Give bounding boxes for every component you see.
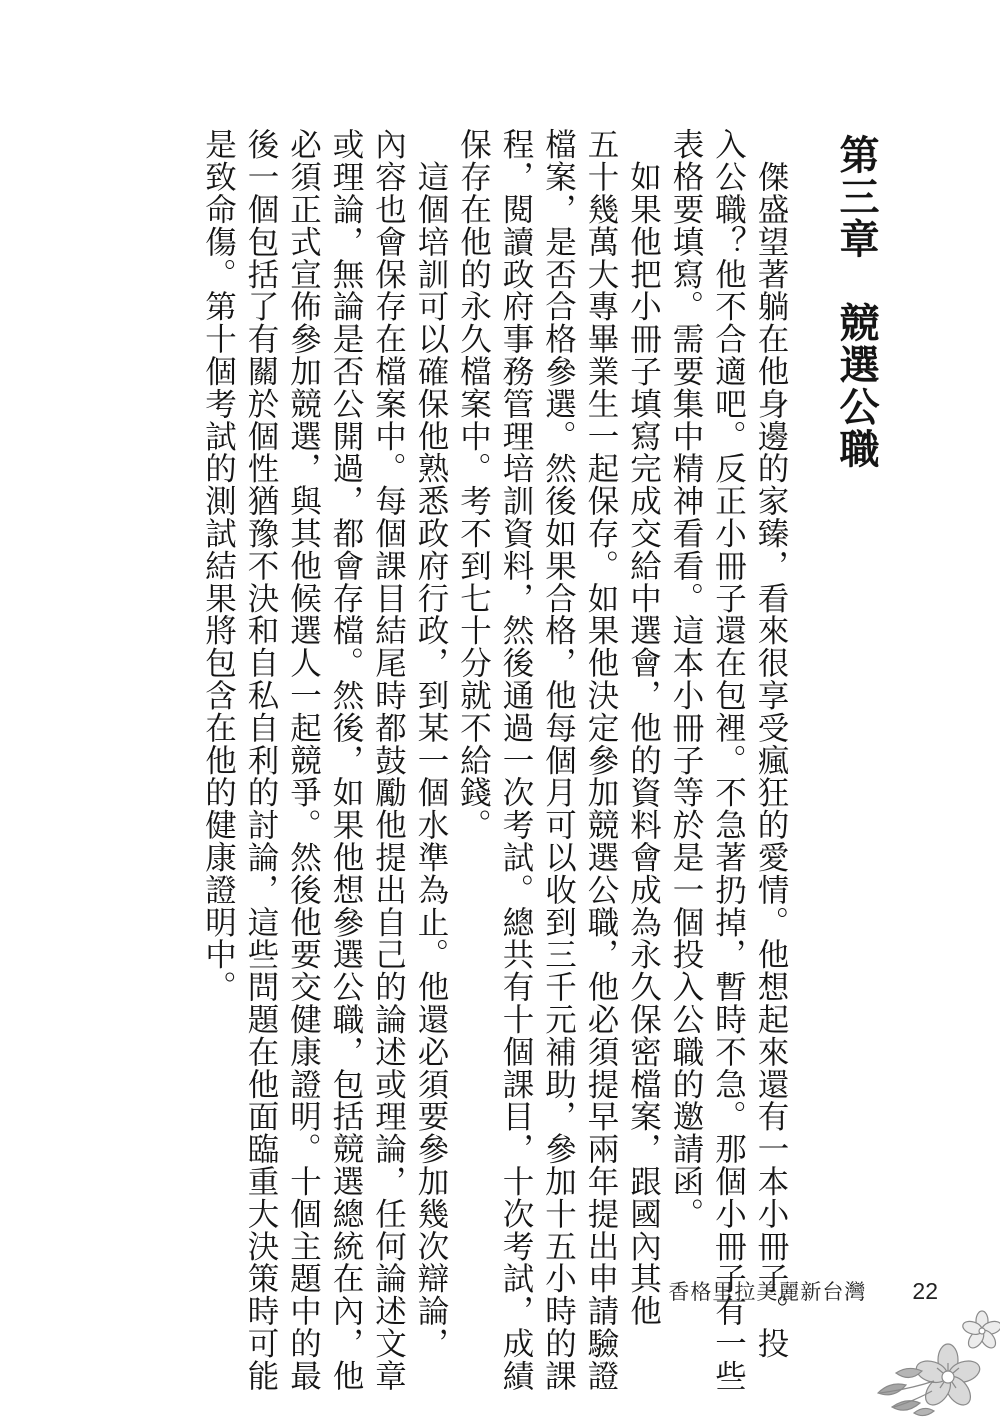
body-line: 後一個包括了有關於個性猶豫不決和自私自利的討論，這些問題在他面臨重大決策時可能 [243, 128, 279, 1392]
page-number: 22 [912, 1278, 938, 1304]
body-line: 五十幾萬大專畢業生一起保存。如果他決定參加競選公職，他必須提早兩年提出申請驗證 [583, 128, 619, 1392]
body-line: 檔案，是否合格參選。然後如果合格，他每個月可以收到三千元補助，參加十五小時的課 [540, 128, 577, 1392]
chapter-title: 第三章 競選公職 [833, 134, 880, 470]
body-line: 表格要填寫。需要集中精神看看。這本小冊子等於是一個投入公職的邀請函。 [668, 128, 704, 1230]
body-line: 傑盛望著躺在他身邊的家臻，看來很享受瘋狂的愛情。他想起來還有一本小冊子。投 [753, 128, 789, 1360]
body-line: 是致命傷。第十個考試的測試結果將包含在他的健康證明中。 [200, 128, 237, 1003]
body-line: 入公職？他不合適吧。反正小冊子還在包裡。不急著扔掉，暫時不急。那個小冊子有一些 [710, 128, 747, 1392]
body-line: 程，閱讀政府事務管理培訓資料，然後通過一次考試。總共有十個課目，十次考試，成績 [498, 128, 534, 1392]
book-title: 香格里拉美麗新台灣 [668, 1280, 867, 1304]
body-line: 或理論，無論是否公開過，都會存檔。然後，如果他想參選公職，包括競選總統在內，他 [328, 128, 364, 1392]
body-line: 如果他把小冊子填寫完成交給中選會，他的資料會成為永久保密檔案，跟國內其他 [625, 128, 662, 1327]
body-line: 必須正式宣佈參加競選，與其他候選人一起競爭。然後他要交健康證明。十個主題中的最 [285, 128, 322, 1392]
page-footer [668, 1276, 938, 1306]
body-line: 內容也會保存在檔案中。每個課目結尾時都鼓勵他提出自己的論述或理論，任何論述文章 [370, 128, 407, 1392]
flower-decoration-icon [870, 1309, 1000, 1419]
body-line: 保存在他的永久檔案中。考不到七十分就不給錢。 [455, 128, 492, 841]
body-line: 這個培訓可以確保他熟悉政府行政，到某一個水準為止。他還必須要參加幾次辯論， [413, 128, 449, 1360]
